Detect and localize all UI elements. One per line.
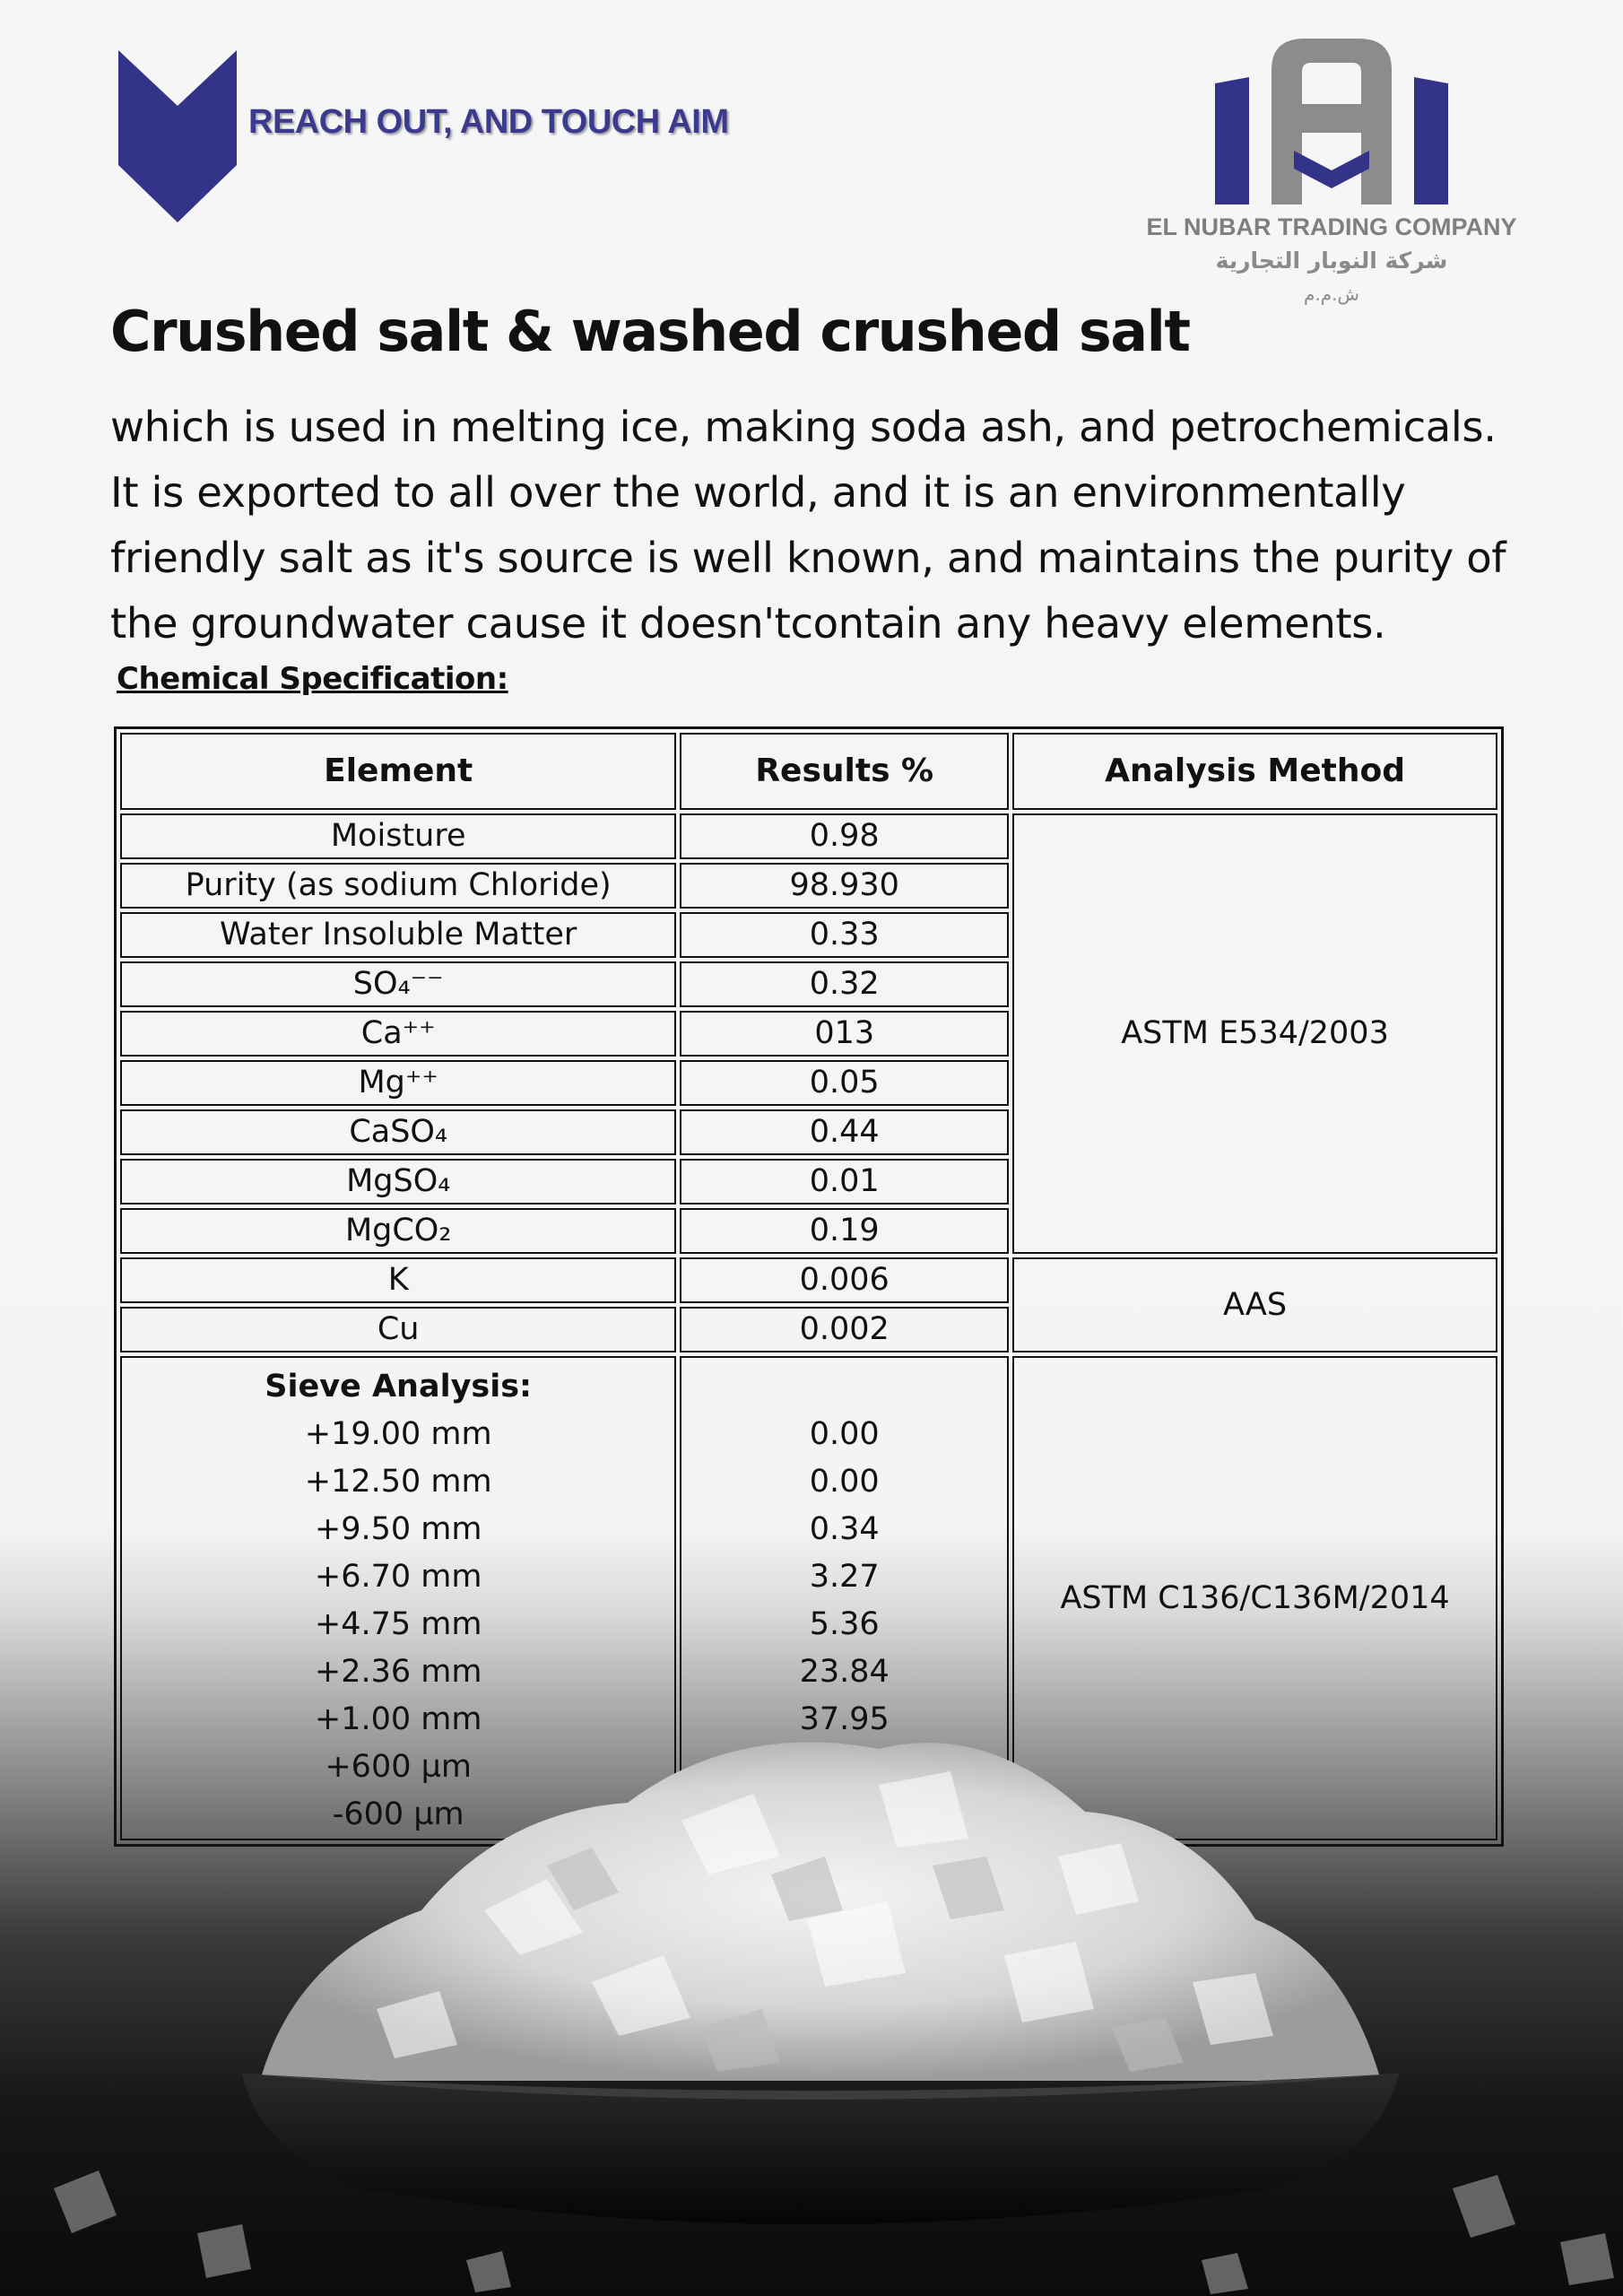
header-analysis-method: Analysis Method [1012,733,1497,810]
company-suffix-arabic: ش.م.م [1304,283,1359,305]
method-cell: ASTM C136/C136M/2014 [1012,1356,1497,1840]
sieve-size: +19.00 mm [304,1416,492,1452]
sieve-result: 3.27 [809,1559,880,1595]
sieve-result: 0.34 [809,1511,880,1547]
salt-bowl-image [0,1686,1623,2296]
sieve-size: -600 µm [332,1796,464,1832]
chemical-spec-table [114,726,1504,1847]
result-cell: 0.33 [680,912,1009,958]
method-cell: AAS [1012,1257,1497,1352]
result-cell: 0.19 [680,1208,1009,1254]
result-cell: 0.44 [680,1109,1009,1155]
element-cell: MgCO₂ [120,1208,676,1254]
element-cell: Cu [120,1307,676,1352]
sieve-size: +9.50 mm [314,1511,482,1547]
header-results: Results % [680,733,1009,810]
element-cell: K [120,1257,676,1303]
table-row [120,813,1497,859]
slogan: REACH OUT, AND TOUCH AIM [248,103,729,141]
result-cell: 0.32 [680,961,1009,1007]
table-row [120,1257,1497,1303]
company-name-arabic: شركة النوبار التجارية [1215,248,1448,274]
result-cell: 0.006 [680,1257,1009,1303]
result-cell: 0.98 [680,813,1009,859]
sieve-result: 0.00 [809,1464,880,1500]
sieve-size: +12.50 mm [304,1464,492,1500]
page-title: Crushed salt & washed crushed salt [110,299,1190,364]
element-cell: MgSO₄ [120,1159,676,1205]
result-cell: 0.002 [680,1307,1009,1352]
table-header-row [120,733,1497,810]
element-cell: Water Insoluble Matter [120,912,676,958]
sieve-result: 37.95 [799,1701,890,1737]
result-cell: 0.05 [680,1060,1009,1106]
element-cell: Mg⁺⁺ [120,1060,676,1106]
sieve-size: +4.75 mm [314,1606,482,1642]
element-cell: Ca⁺⁺ [120,1011,676,1057]
element-cell: CaSO₄ [120,1109,676,1155]
result-cell: 98.930 [680,863,1009,909]
sieve-result: 5.36 [809,1606,880,1642]
method-cell: ASTM E534/2003 [1012,813,1497,1254]
sieve-heading: Sieve Analysis: [265,1369,533,1405]
sieve-result: 0.00 [809,1416,880,1452]
element-cell: Purity (as sodium Chloride) [120,863,676,909]
header-element: Element [120,733,676,810]
element-cell: SO₄⁻⁻ [120,961,676,1007]
result-cell: 013 [680,1011,1009,1057]
spec-heading: Chemical Specification: [117,661,508,697]
element-cell: Moisture [120,813,676,859]
product-description: which is used in melting ice, making soda ash, and petrochemicals. It is exported to all over the world, and it is an environmentally friendly salt as it's source is well known, and maintains the purity of the groundwater cause it doesn'tcontain any heavy elements. [110,403,1506,648]
company-name-english: EL NUBAR TRADING COMPANY [1146,213,1517,240]
result-cell: 0.01 [680,1159,1009,1205]
chevron-logo-icon [118,50,237,222]
sieve-result: 23.84 [799,1654,890,1690]
sieve-size: +2.36 mm [314,1654,482,1690]
sieve-size: +6.70 mm [314,1559,482,1595]
company-logo-icon [1215,34,1448,204]
sieve-size: +1.00 mm [314,1701,482,1737]
sieve-size: +600 µm [325,1749,472,1785]
